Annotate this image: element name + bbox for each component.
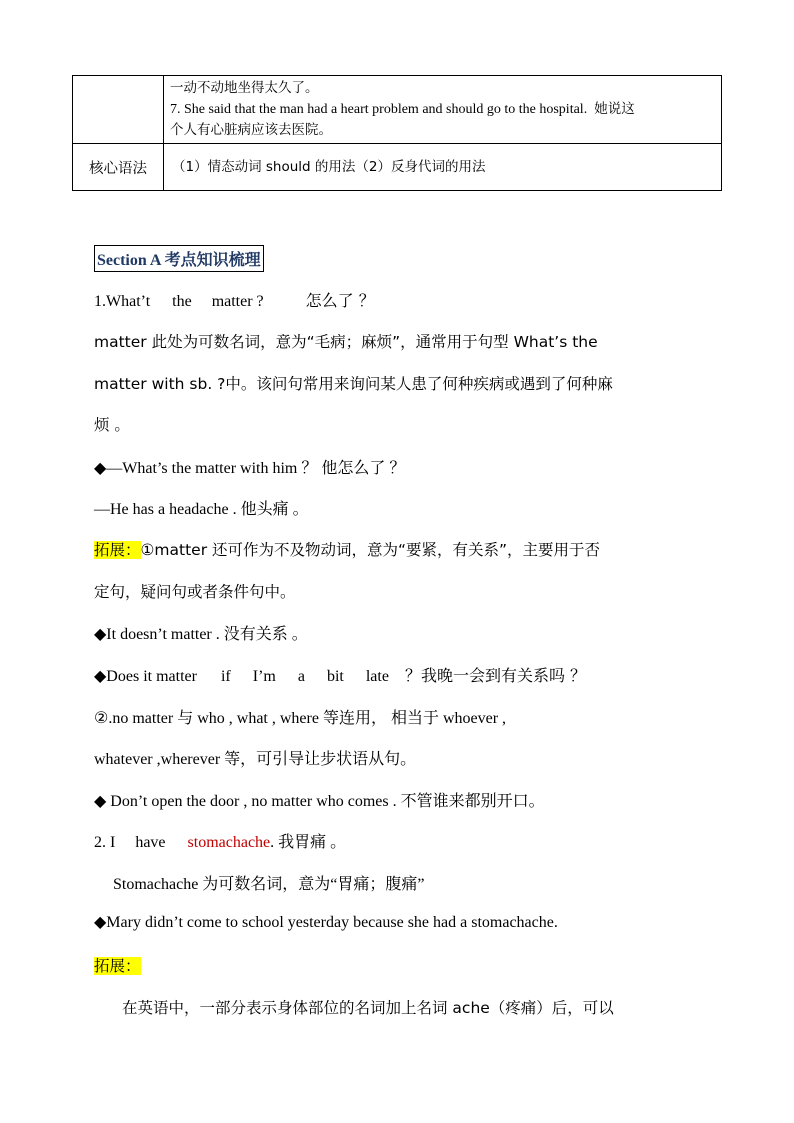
text-line: 定句，疑问句或者条件句中。 <box>94 583 296 601</box>
text-line: ◆ Don’t open the door , no matter who comes . 不管谁来都别开口。 <box>94 793 545 810</box>
grammar-content: （1）情态动词 should 的用法（2）反身代词的用法 <box>172 158 486 175</box>
highlight-label: 拓展： <box>94 957 141 975</box>
text-line: matter with sb. ?中。该问句常用来询问某人患了何种疾病或遇到了何种麻 <box>94 375 613 393</box>
table-cell <box>164 76 722 144</box>
text-span: bit <box>326 668 344 685</box>
text-span: 怎么了 ？ <box>305 291 375 310</box>
text-span: a <box>297 668 305 685</box>
text-line <box>94 538 600 560</box>
text-span: matter ? <box>211 293 264 310</box>
text-line: ②.no matter 与 who , what , where 等连用， 相当于 whoever , <box>94 710 507 727</box>
text-span: late <box>365 668 389 685</box>
summary-table <box>72 75 722 191</box>
text-span: ①matter 还可作为不及物动词，意为“要紧，有关系”，主要用于否 <box>140 541 601 559</box>
table-cell <box>164 144 722 191</box>
text-span: 2. I <box>94 834 116 851</box>
text-line: —He has a headache . 他头痛 。 <box>94 501 309 518</box>
table-header-cell-empty <box>73 76 164 144</box>
text-line: 在英语中，一部分表示身体部位的名词加上名词 ache（疼痛）后，可以 <box>122 999 614 1017</box>
text-span: 1.What’t <box>94 293 151 310</box>
text-span: the <box>172 293 192 310</box>
text-span: ？我晚一会到有关系吗 ？ <box>404 666 587 685</box>
table-row <box>73 76 722 144</box>
text-line: Stomachache 为可数名词，意为“胃痛；腹痛” <box>113 876 425 893</box>
text-line <box>94 954 141 976</box>
table-header-cell: 核心语法 <box>73 144 164 191</box>
text-line: whatever ,wherever 等，可引导让步状语从句。 <box>94 751 417 768</box>
section-title: Section A 考点知识梳理 <box>94 245 264 272</box>
text-line: ◆It doesn’t matter . 没有关系 。 <box>94 626 308 643</box>
text-span: if <box>220 668 231 685</box>
table-text-line: 个人有心脏病应该去医院。 <box>170 122 332 138</box>
text-line: ◆Mary didn’t come to school yesterday because she had a stomachache. <box>94 914 558 931</box>
table-text-line-cn: 她说这 <box>594 101 635 117</box>
text-span: I’m <box>252 668 276 685</box>
text-span: . 我胃痛 。 <box>270 834 347 851</box>
key-word: stomachache <box>187 834 271 851</box>
text-line: 烦 。 <box>94 416 130 434</box>
text-line: ◆—What’s the matter with him ？ 他怎么了 ？ <box>94 460 406 477</box>
highlight-label: 拓展： <box>94 541 141 559</box>
text-line <box>94 663 586 686</box>
text-line <box>94 829 346 852</box>
table-text-line: 一动不动地坐得太久了。 <box>170 80 319 96</box>
text-span: ◆Does it matter <box>94 668 197 685</box>
table-text-line-en: 7. She said that the man had a heart problem and should go to the hospital. <box>170 102 588 117</box>
text-span: have <box>135 834 166 851</box>
table-row <box>73 144 722 191</box>
text-line <box>94 288 375 311</box>
text-line: matter 此处为可数名词，意为“毛病；麻烦”，通常用于句型 What’s the <box>94 333 598 351</box>
